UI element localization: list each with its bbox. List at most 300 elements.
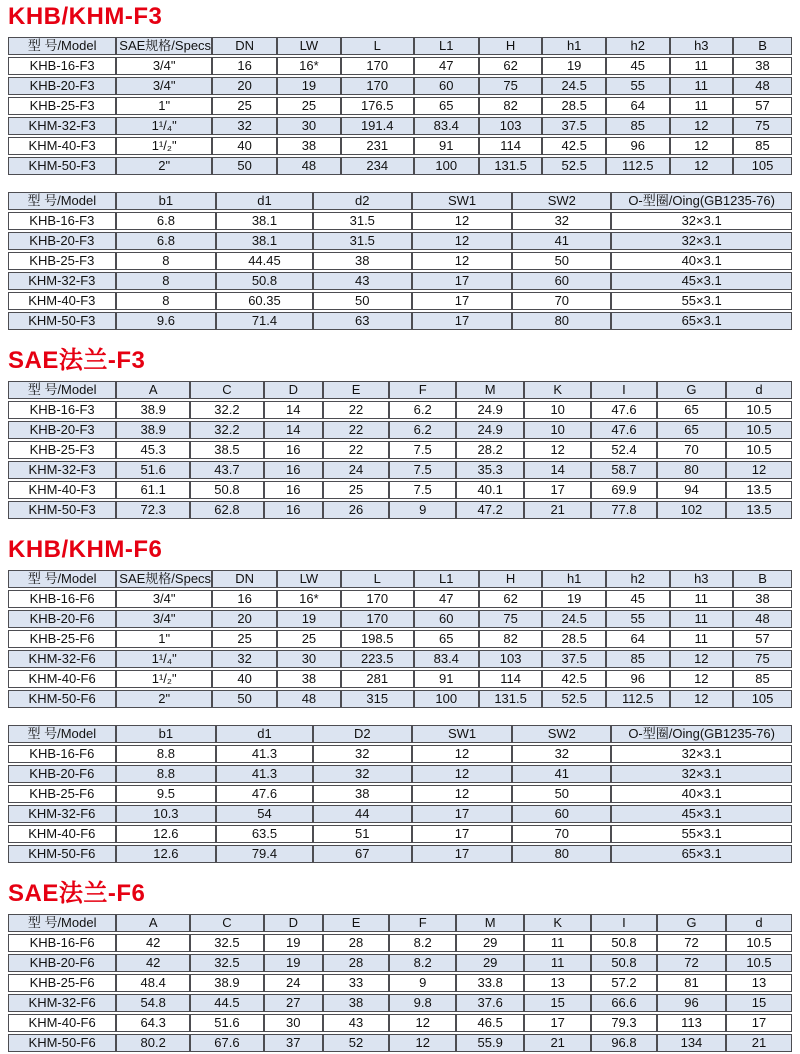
- column-header: L1: [414, 570, 479, 588]
- value-cell: 35.3: [456, 461, 524, 479]
- column-header: A: [116, 381, 190, 399]
- table-row: [8, 401, 792, 419]
- section-heading: SAE法兰-F6: [8, 880, 146, 907]
- value-cell: 43.7: [190, 461, 264, 479]
- column-header: C: [190, 381, 264, 399]
- value-cell: 32.5: [190, 954, 264, 972]
- model-cell: KHM-40-F3: [8, 292, 116, 310]
- value-cell: 43: [323, 1014, 390, 1032]
- value-cell: 38.9: [116, 421, 190, 439]
- value-cell: 24.5: [542, 610, 606, 628]
- value-cell: 12: [670, 137, 734, 155]
- column-header: B: [733, 37, 792, 55]
- model-cell: KHM-32-F6: [8, 805, 116, 823]
- value-cell: 47.6: [591, 421, 657, 439]
- value-cell: 6.2: [389, 421, 456, 439]
- value-cell: 12: [670, 157, 734, 175]
- value-cell: 32: [512, 212, 611, 230]
- table-row: [8, 805, 792, 823]
- column-header: K: [524, 381, 591, 399]
- model-cell: KHB-20-F6: [8, 765, 116, 783]
- column-header: DN: [212, 570, 277, 588]
- value-cell: 20: [212, 77, 277, 95]
- value-cell: 12: [412, 232, 513, 250]
- value-cell: 198.5: [341, 630, 414, 648]
- value-cell: 105: [733, 690, 792, 708]
- table-row: [8, 292, 792, 310]
- value-cell: 55.9: [456, 1034, 524, 1052]
- value-cell: 11: [670, 630, 734, 648]
- value-cell: 191.4: [341, 117, 414, 135]
- value-cell: 16*: [277, 590, 341, 608]
- column-header: SW2: [512, 725, 611, 743]
- value-cell: 32: [313, 765, 412, 783]
- model-cell: KHM-32-F3: [8, 117, 116, 135]
- value-cell: 21: [524, 1034, 591, 1052]
- value-cell: 27: [264, 994, 323, 1012]
- value-cell: 223.5: [341, 650, 414, 668]
- value-cell: 47.2: [456, 501, 524, 519]
- value-cell: 24.9: [456, 401, 524, 419]
- value-cell: 32×3.1: [611, 212, 792, 230]
- column-header: d2: [313, 192, 412, 210]
- value-cell: 50.8: [591, 954, 657, 972]
- column-header: b1: [116, 725, 217, 743]
- value-cell: 72: [657, 954, 726, 972]
- column-header: L: [341, 37, 414, 55]
- column-header: L: [341, 570, 414, 588]
- value-cell: 51: [313, 825, 412, 843]
- value-cell: 65×3.1: [611, 312, 792, 330]
- value-cell: 16: [264, 501, 323, 519]
- value-cell: 12: [726, 461, 792, 479]
- value-cell: 12: [412, 252, 513, 270]
- value-cell: 32×3.1: [611, 765, 792, 783]
- model-column-header: 型 号/Model: [8, 914, 116, 932]
- value-cell: 10.5: [726, 934, 792, 952]
- value-cell: 12: [389, 1014, 456, 1032]
- column-header: LW: [277, 37, 341, 55]
- value-cell: 13: [726, 974, 792, 992]
- value-cell: 1¹/₂": [116, 670, 212, 688]
- column-header: SAE规格/Specs: [116, 37, 212, 55]
- value-cell: 32×3.1: [611, 232, 792, 250]
- value-cell: 63.5: [216, 825, 313, 843]
- value-cell: 25: [277, 630, 341, 648]
- value-cell: 8.8: [116, 765, 217, 783]
- column-header: DN: [212, 37, 277, 55]
- model-cell: KHB-25-F6: [8, 630, 116, 648]
- column-header: SW1: [412, 725, 513, 743]
- value-cell: 65: [414, 630, 479, 648]
- value-cell: 8: [116, 252, 217, 270]
- value-cell: 25: [323, 481, 390, 499]
- table-row: [8, 974, 792, 992]
- value-cell: 40.1: [456, 481, 524, 499]
- table-row: [8, 232, 792, 250]
- model-cell: KHM-50-F6: [8, 1034, 116, 1052]
- value-cell: 38.5: [190, 441, 264, 459]
- value-cell: 38: [277, 137, 341, 155]
- value-cell: 82: [479, 97, 543, 115]
- value-cell: 3/4": [116, 57, 212, 75]
- value-cell: 3/4": [116, 610, 212, 628]
- table-row: [8, 461, 792, 479]
- value-cell: 52: [323, 1034, 390, 1052]
- value-cell: 25: [212, 630, 277, 648]
- column-header: H: [479, 570, 543, 588]
- value-cell: 19: [264, 934, 323, 952]
- value-cell: 48: [277, 157, 341, 175]
- value-cell: 11: [670, 590, 734, 608]
- value-cell: 45: [606, 57, 670, 75]
- value-cell: 10: [524, 421, 591, 439]
- table-header-row: [8, 914, 792, 932]
- model-cell: KHB-25-F6: [8, 974, 116, 992]
- value-cell: 71.4: [216, 312, 313, 330]
- column-header: L1: [414, 37, 479, 55]
- value-cell: 75: [733, 650, 792, 668]
- value-cell: 65×3.1: [611, 845, 792, 863]
- value-cell: 38: [313, 252, 412, 270]
- value-cell: 9.6: [116, 312, 217, 330]
- value-cell: 9.5: [116, 785, 217, 803]
- model-cell: KHB-25-F3: [8, 441, 116, 459]
- table-row: [8, 481, 792, 499]
- value-cell: 48: [277, 690, 341, 708]
- column-header: E: [323, 381, 390, 399]
- value-cell: 6.8: [116, 232, 217, 250]
- value-cell: 19: [277, 77, 341, 95]
- value-cell: 55: [606, 77, 670, 95]
- value-cell: 134: [657, 1034, 726, 1052]
- value-cell: 37.5: [542, 117, 606, 135]
- spec-table-flange: [8, 379, 792, 521]
- table-row: [8, 77, 792, 95]
- value-cell: 58.7: [591, 461, 657, 479]
- column-header: E: [323, 914, 390, 932]
- value-cell: 48: [733, 77, 792, 95]
- value-cell: 9: [389, 974, 456, 992]
- value-cell: 55×3.1: [611, 292, 792, 310]
- section-heading: SAE法兰-F3: [8, 347, 146, 374]
- value-cell: 170: [341, 590, 414, 608]
- value-cell: 1¹/₂": [116, 137, 212, 155]
- value-cell: 64: [606, 97, 670, 115]
- value-cell: 30: [277, 117, 341, 135]
- column-header: SAE规格/Specs: [116, 570, 212, 588]
- value-cell: 79.4: [216, 845, 313, 863]
- value-cell: 52.5: [542, 690, 606, 708]
- value-cell: 14: [524, 461, 591, 479]
- value-cell: 32.5: [190, 934, 264, 952]
- value-cell: 75: [479, 610, 543, 628]
- model-cell: KHB-16-F3: [8, 212, 116, 230]
- value-cell: 28: [323, 934, 390, 952]
- value-cell: 19: [264, 954, 323, 972]
- model-cell: KHB-20-F6: [8, 954, 116, 972]
- value-cell: 2": [116, 690, 212, 708]
- value-cell: 131.5: [479, 157, 543, 175]
- column-header: O-型圈/Oing(GB1235-76): [611, 725, 792, 743]
- value-cell: 24: [323, 461, 390, 479]
- column-header: SW2: [512, 192, 611, 210]
- value-cell: 8: [116, 292, 217, 310]
- value-cell: 22: [323, 441, 390, 459]
- value-cell: 11: [670, 77, 734, 95]
- value-cell: 51.6: [116, 461, 190, 479]
- value-cell: 103: [479, 117, 543, 135]
- value-cell: 91: [414, 670, 479, 688]
- value-cell: 83.4: [414, 117, 479, 135]
- value-cell: 170: [341, 610, 414, 628]
- value-cell: 85: [606, 650, 670, 668]
- model-cell: KHM-32-F3: [8, 272, 116, 290]
- table-header-row: [8, 570, 792, 588]
- value-cell: 41.3: [216, 765, 313, 783]
- value-cell: 16: [264, 441, 323, 459]
- value-cell: 24: [264, 974, 323, 992]
- value-cell: 60.35: [216, 292, 313, 310]
- value-cell: 60: [512, 805, 611, 823]
- table-row: [8, 845, 792, 863]
- value-cell: 19: [277, 610, 341, 628]
- model-cell: KHM-50-F3: [8, 157, 116, 175]
- value-cell: 12: [412, 785, 513, 803]
- value-cell: 16*: [277, 57, 341, 75]
- value-cell: 38.1: [216, 232, 313, 250]
- column-header: d: [726, 914, 792, 932]
- value-cell: 24.9: [456, 421, 524, 439]
- table-row: [8, 745, 792, 763]
- table-row: [8, 501, 792, 519]
- model-cell: KHM-40-F6: [8, 670, 116, 688]
- value-cell: 57.2: [591, 974, 657, 992]
- value-cell: 1¹/₄": [116, 117, 212, 135]
- model-cell: KHB-16-F6: [8, 590, 116, 608]
- value-cell: 176.5: [341, 97, 414, 115]
- value-cell: 105: [733, 157, 792, 175]
- value-cell: 17: [412, 845, 513, 863]
- value-cell: 96: [657, 994, 726, 1012]
- value-cell: 65: [414, 97, 479, 115]
- column-header: LW: [277, 570, 341, 588]
- value-cell: 17: [726, 1014, 792, 1032]
- model-cell: KHM-50-F6: [8, 845, 116, 863]
- value-cell: 28: [323, 954, 390, 972]
- value-cell: 32: [212, 650, 277, 668]
- value-cell: 41.3: [216, 745, 313, 763]
- model-column-header: 型 号/Model: [8, 570, 116, 588]
- value-cell: 38: [733, 590, 792, 608]
- table-row: [8, 610, 792, 628]
- column-header: h1: [542, 570, 606, 588]
- value-cell: 22: [323, 401, 390, 419]
- value-cell: 38.9: [116, 401, 190, 419]
- value-cell: 65: [657, 421, 726, 439]
- model-cell: KHB-16-F6: [8, 934, 116, 952]
- value-cell: 63: [313, 312, 412, 330]
- value-cell: 234: [341, 157, 414, 175]
- value-cell: 103: [479, 650, 543, 668]
- value-cell: 80: [512, 312, 611, 330]
- value-cell: 13: [524, 974, 591, 992]
- value-cell: 16: [264, 481, 323, 499]
- column-header: H: [479, 37, 543, 55]
- column-header: b1: [116, 192, 217, 210]
- value-cell: 44.5: [190, 994, 264, 1012]
- model-cell: KHB-20-F3: [8, 232, 116, 250]
- column-header: h2: [606, 570, 670, 588]
- value-cell: 70: [657, 441, 726, 459]
- value-cell: 19: [542, 590, 606, 608]
- table-row: [8, 157, 792, 175]
- table-row: [8, 690, 792, 708]
- value-cell: 11: [670, 97, 734, 115]
- value-cell: 41: [512, 232, 611, 250]
- value-cell: 81: [657, 974, 726, 992]
- value-cell: 43: [313, 272, 412, 290]
- model-cell: KHM-40-F6: [8, 1014, 116, 1032]
- value-cell: 231: [341, 137, 414, 155]
- value-cell: 6.8: [116, 212, 217, 230]
- value-cell: 14: [264, 401, 323, 419]
- model-cell: KHM-40-F3: [8, 137, 116, 155]
- table-row: [8, 934, 792, 952]
- model-cell: KHM-40-F6: [8, 825, 116, 843]
- value-cell: 100: [414, 157, 479, 175]
- value-cell: 10.5: [726, 421, 792, 439]
- value-cell: 54.8: [116, 994, 190, 1012]
- value-cell: 32.2: [190, 421, 264, 439]
- table-row: [8, 97, 792, 115]
- column-header: d1: [216, 725, 313, 743]
- value-cell: 50: [313, 292, 412, 310]
- value-cell: 85: [606, 117, 670, 135]
- value-cell: 1": [116, 630, 212, 648]
- value-cell: 12: [670, 650, 734, 668]
- value-cell: 12: [412, 765, 513, 783]
- value-cell: 7.5: [389, 461, 456, 479]
- value-cell: 1": [116, 97, 212, 115]
- value-cell: 15: [524, 994, 591, 1012]
- value-cell: 28.5: [542, 97, 606, 115]
- value-cell: 19: [542, 57, 606, 75]
- value-cell: 96: [606, 137, 670, 155]
- model-cell: KHB-16-F3: [8, 57, 116, 75]
- value-cell: 72.3: [116, 501, 190, 519]
- value-cell: 32: [212, 117, 277, 135]
- model-cell: KHM-32-F6: [8, 994, 116, 1012]
- value-cell: 32×3.1: [611, 745, 792, 763]
- value-cell: 42: [116, 954, 190, 972]
- value-cell: 3/4": [116, 77, 212, 95]
- table-row: [8, 1034, 792, 1052]
- table-row: [8, 252, 792, 270]
- value-cell: 96.8: [591, 1034, 657, 1052]
- value-cell: 12: [412, 212, 513, 230]
- value-cell: 10: [524, 401, 591, 419]
- value-cell: 47.6: [216, 785, 313, 803]
- value-cell: 77.8: [591, 501, 657, 519]
- value-cell: 50.8: [591, 934, 657, 952]
- value-cell: 30: [277, 650, 341, 668]
- value-cell: 24.5: [542, 77, 606, 95]
- value-cell: 57: [733, 97, 792, 115]
- value-cell: 100: [414, 690, 479, 708]
- value-cell: 26: [323, 501, 390, 519]
- model-cell: KHM-32-F3: [8, 461, 116, 479]
- value-cell: 61.1: [116, 481, 190, 499]
- column-header: D: [264, 914, 323, 932]
- value-cell: 7.5: [389, 481, 456, 499]
- model-cell: KHM-50-F3: [8, 501, 116, 519]
- value-cell: 17: [412, 272, 513, 290]
- column-header: SW1: [412, 192, 513, 210]
- table-row: [8, 630, 792, 648]
- model-cell: KHB-20-F3: [8, 421, 116, 439]
- model-cell: KHB-20-F6: [8, 610, 116, 628]
- value-cell: 45×3.1: [611, 805, 792, 823]
- value-cell: 62.8: [190, 501, 264, 519]
- value-cell: 67: [313, 845, 412, 863]
- table-row: [8, 650, 792, 668]
- value-cell: 22: [323, 421, 390, 439]
- value-cell: 8.8: [116, 745, 217, 763]
- value-cell: 32.2: [190, 401, 264, 419]
- value-cell: 13.5: [726, 501, 792, 519]
- value-cell: 1¹/₄": [116, 650, 212, 668]
- value-cell: 41: [512, 765, 611, 783]
- table-row: [8, 590, 792, 608]
- column-header: d1: [216, 192, 313, 210]
- value-cell: 45.3: [116, 441, 190, 459]
- value-cell: 17: [524, 1014, 591, 1032]
- value-cell: 42: [116, 934, 190, 952]
- model-cell: KHB-25-F6: [8, 785, 116, 803]
- value-cell: 45×3.1: [611, 272, 792, 290]
- value-cell: 17: [412, 292, 513, 310]
- value-cell: 30: [264, 1014, 323, 1032]
- value-cell: 55×3.1: [611, 825, 792, 843]
- column-header: G: [657, 381, 726, 399]
- spec-table-detail: [8, 723, 792, 865]
- value-cell: 17: [412, 825, 513, 843]
- value-cell: 281: [341, 670, 414, 688]
- model-cell: KHM-50-F3: [8, 312, 116, 330]
- value-cell: 12: [670, 117, 734, 135]
- table-row: [8, 994, 792, 1012]
- table-row: [8, 117, 792, 135]
- column-header: h3: [670, 570, 734, 588]
- value-cell: 50: [512, 252, 611, 270]
- value-cell: 55: [606, 610, 670, 628]
- value-cell: 38: [323, 994, 390, 1012]
- column-header: h3: [670, 37, 734, 55]
- model-cell: KHM-40-F3: [8, 481, 116, 499]
- model-cell: KHB-25-F3: [8, 97, 116, 115]
- value-cell: 66.6: [591, 994, 657, 1012]
- value-cell: 44: [313, 805, 412, 823]
- value-cell: 38: [733, 57, 792, 75]
- table-row: [8, 272, 792, 290]
- table-header-row: [8, 37, 792, 55]
- value-cell: 3/4": [116, 590, 212, 608]
- column-header: F: [389, 381, 456, 399]
- value-cell: 65: [657, 401, 726, 419]
- spec-table-dims: [8, 568, 792, 710]
- value-cell: 40: [212, 670, 277, 688]
